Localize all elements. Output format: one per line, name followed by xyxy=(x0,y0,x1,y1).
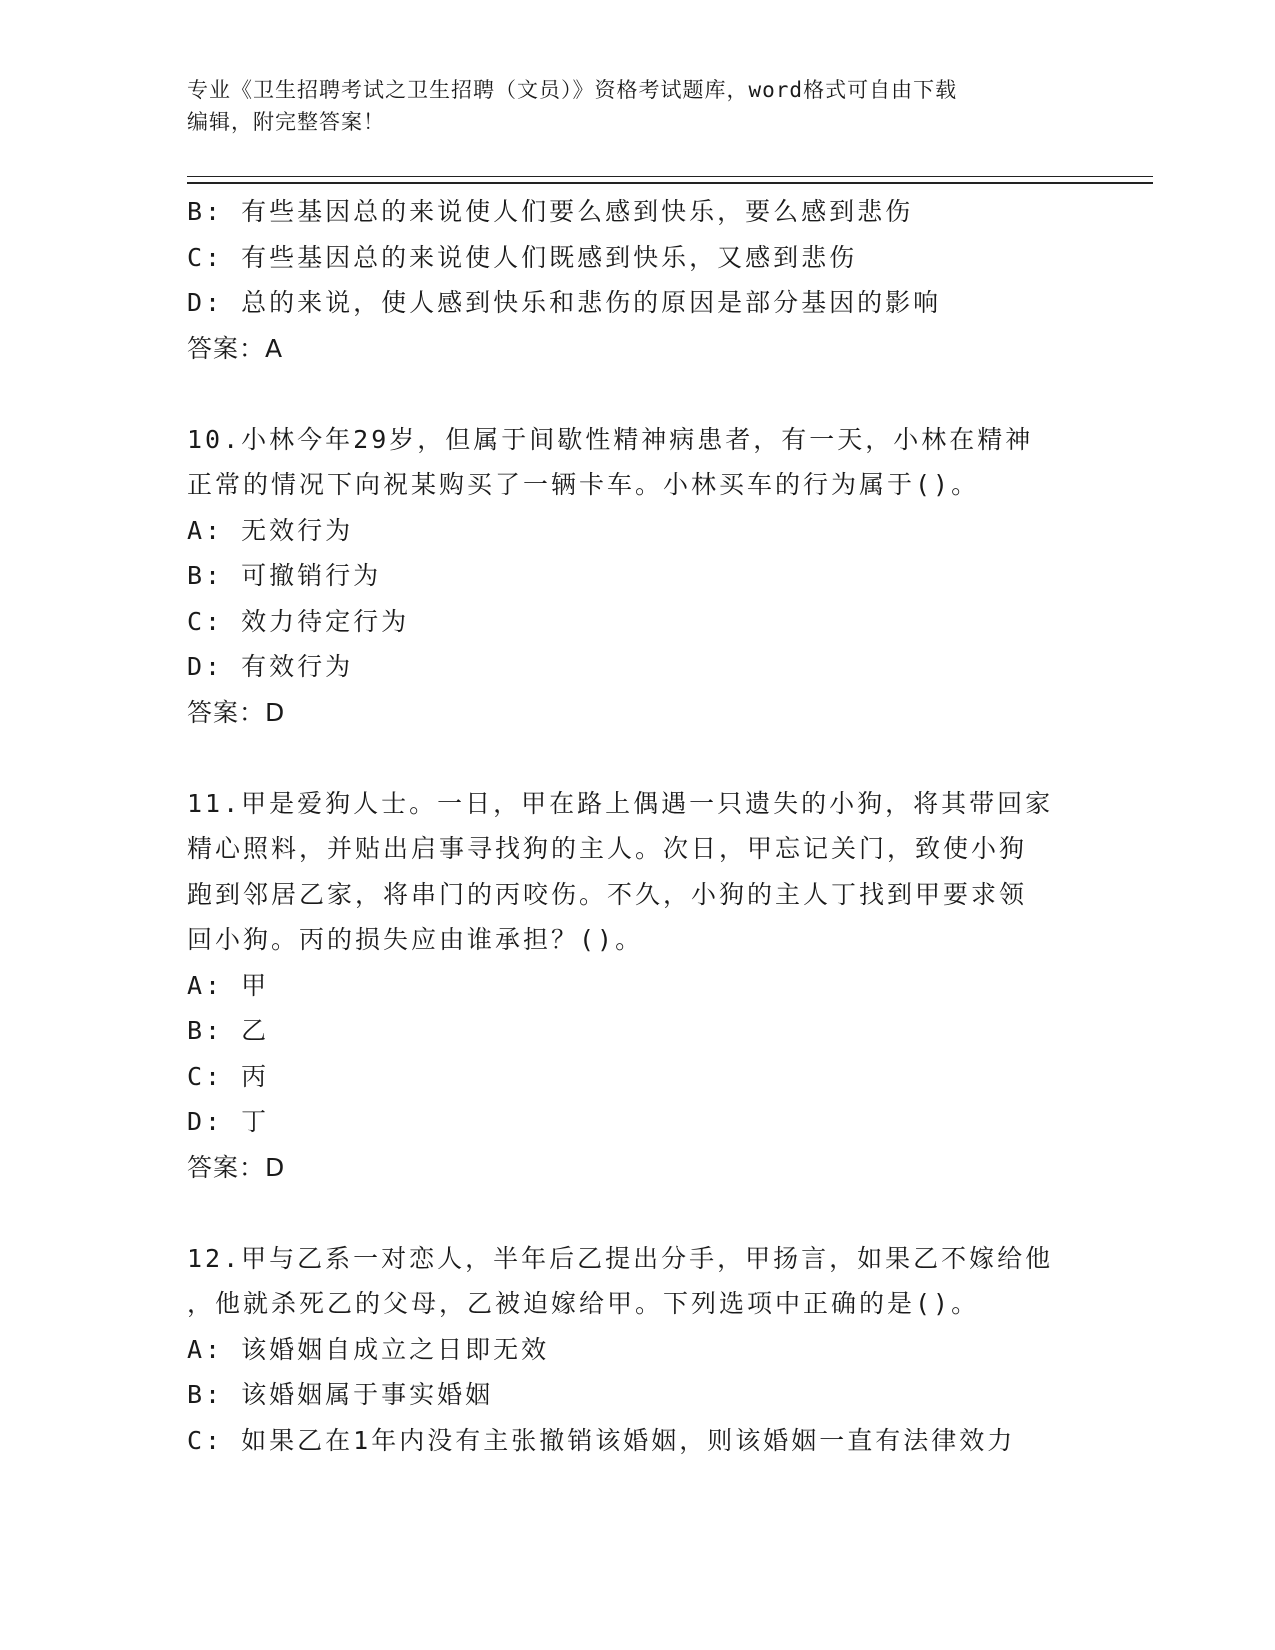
question-stem: 回小狗。丙的损失应由谁承担？()。 xyxy=(187,925,644,954)
question-stem: 跑到邻居乙家，将串门的丙咬伤。不久，小狗的主人丁找到甲要求领 xyxy=(187,879,1028,909)
question-12 xyxy=(187,1236,1087,1464)
option-b: B: 该婚姻属于事实婚姻 xyxy=(187,1380,494,1409)
question-9-partial xyxy=(187,189,1087,371)
option-a: A: 无效行为 xyxy=(187,515,354,545)
option-a: A: 甲 xyxy=(187,970,270,1000)
header-divider xyxy=(187,176,1153,184)
question-11 xyxy=(187,781,1087,1191)
question-stem: 12.甲与乙系一对恋人，半年后乙提出分手，甲扬言，如果乙不嫁给他 xyxy=(187,1243,1054,1273)
answer: 答案：D xyxy=(187,697,286,727)
question-stem: 10.小林今年29岁，但属于间歇性精神病患者，有一天，小林在精神 xyxy=(187,424,1034,454)
header-line-1: 专业《卫生招聘考试之卫生招聘（文员）》资格考试题库，word格式可自由下载 xyxy=(187,78,958,102)
option-b: B: 可撤销行为 xyxy=(187,561,382,590)
question-stem: 正常的情况下向祝某购买了一辆卡车。小林买车的行为属于()。 xyxy=(187,470,980,499)
option-c: C: 丙 xyxy=(187,1061,270,1091)
option-d: D: 丁 xyxy=(187,1107,270,1136)
answer: 答案：D xyxy=(187,1152,286,1182)
option-d: D: 总的来说，使人感到快乐和悲伤的原因是部分基因的影响 xyxy=(187,288,942,317)
question-stem: 精心照料，并贴出启事寻找狗的主人。次日，甲忘记关门，致使小狗 xyxy=(187,834,1028,863)
option-d: D: 有效行为 xyxy=(187,652,354,681)
option-b: B: 有些基因总的来说使人们要么感到快乐，要么感到悲伤 xyxy=(187,197,914,226)
option-c: C: 如果乙在1年内没有主张撤销该婚姻，则该婚姻一直有法律效力 xyxy=(187,1425,1016,1455)
option-c: C: 效力待定行为 xyxy=(187,606,410,636)
question-stem: 11.甲是爱狗人士。一日，甲在路上偶遇一只遗失的小狗，将其带回家 xyxy=(187,788,1054,818)
question-10 xyxy=(187,417,1087,736)
question-stem: ，他就杀死乙的父母，乙被迫嫁给甲。下列选项中正确的是()。 xyxy=(187,1289,980,1318)
header-line-2: 编辑，附完整答案！ xyxy=(187,110,385,134)
question-content xyxy=(187,189,1087,1463)
option-b: B: 乙 xyxy=(187,1016,270,1045)
spacer xyxy=(187,735,1087,781)
option-c: C: 有些基因总的来说使人们既感到快乐，又感到悲伤 xyxy=(187,242,858,272)
document-header xyxy=(187,74,1087,138)
answer: 答案：A xyxy=(187,333,284,363)
option-a: A: 该婚姻自成立之日即无效 xyxy=(187,1334,550,1364)
spacer xyxy=(187,1190,1087,1236)
spacer xyxy=(187,371,1087,417)
